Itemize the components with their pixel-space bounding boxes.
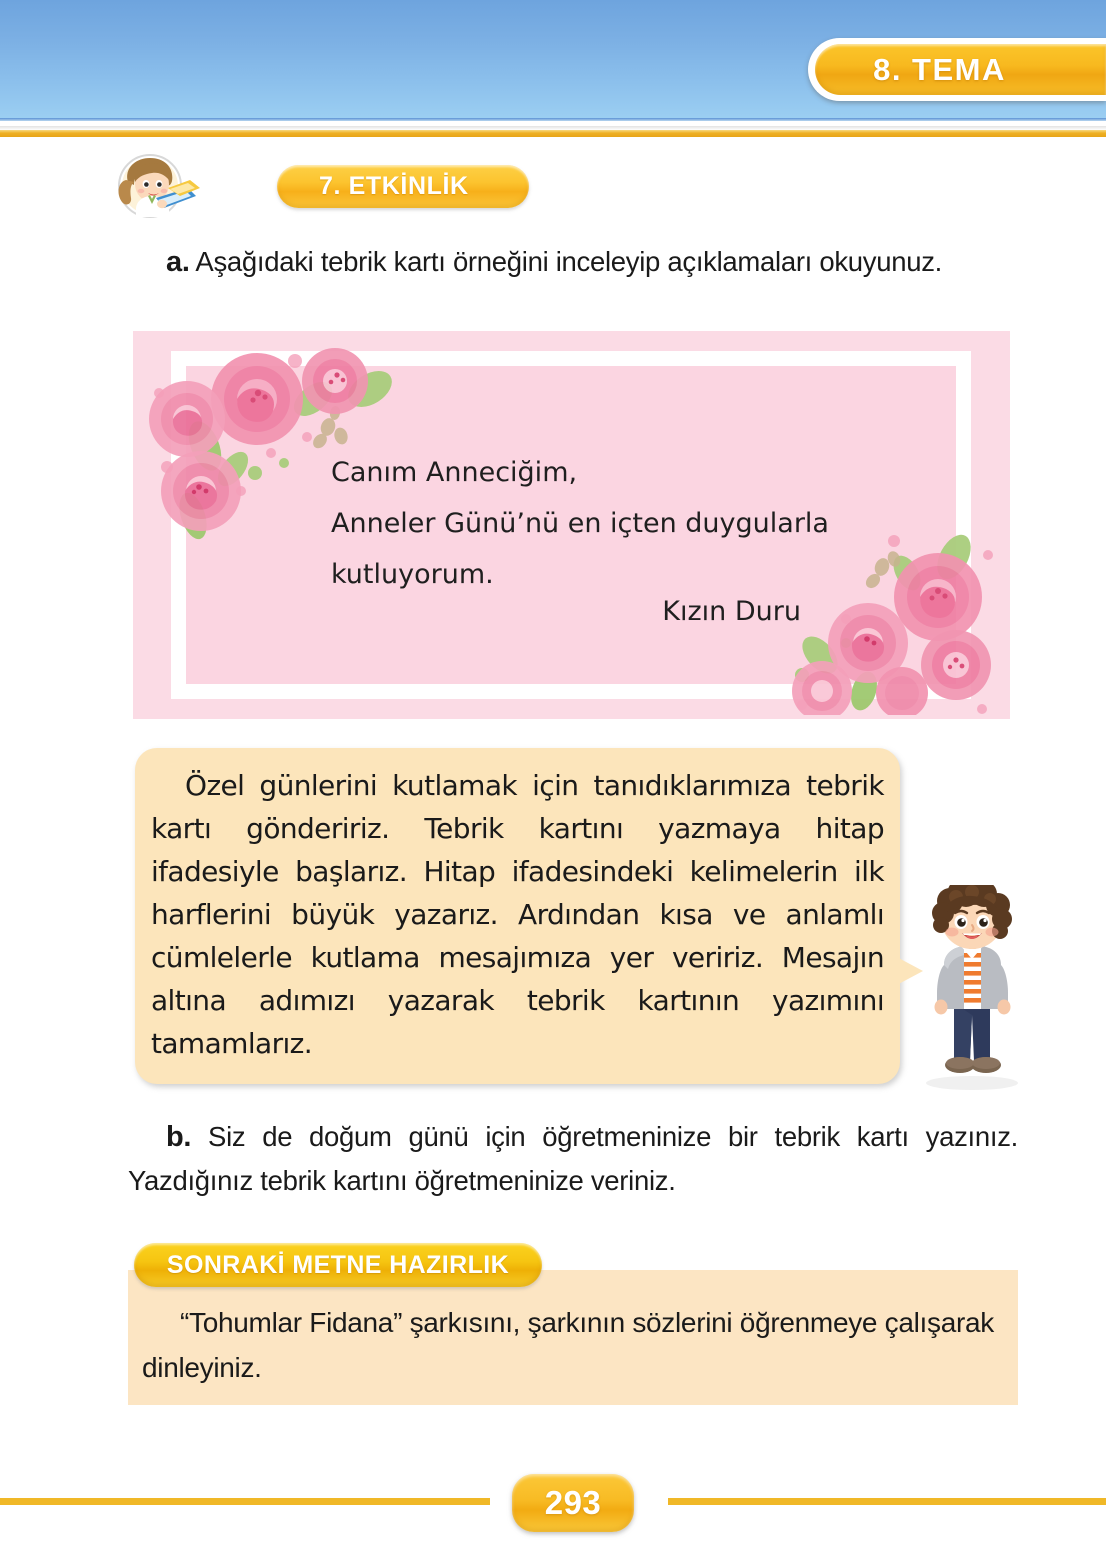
header-band-edge xyxy=(0,118,1106,121)
instruction-a-marker: a. xyxy=(166,246,190,278)
info-bubble-text-wrap xyxy=(151,764,884,1065)
prep-section-text: “Tohumlar Fidana” şarkısını, şarkının sözlerini öğrenmeye çalışarak dinleyiniz. xyxy=(142,1307,995,1383)
info-speech-bubble xyxy=(135,748,900,1084)
activity-badge-pill xyxy=(277,165,529,208)
header-divider-rule xyxy=(0,130,1106,137)
girl-reading-book-icon xyxy=(110,152,222,220)
greeting-card-message: Anneler Günü’nü en içten duygularla kutluyorum. xyxy=(331,508,829,590)
instruction-a xyxy=(128,240,1018,284)
page-number: 293 xyxy=(544,1484,602,1521)
greeting-card-salutation: Canım Anneciğim, xyxy=(331,457,578,488)
instruction-b-text: Siz de doğum günü için öğretmeninize bir tebrik kartı yazınız. Yazdığınız tebrik kartını öğretmeninize veriniz. xyxy=(128,1121,1019,1196)
instruction-b xyxy=(128,1115,1018,1203)
boy-character-icon xyxy=(910,885,1035,1090)
activity-badge-label: 7. ETKİNLİK xyxy=(319,172,469,200)
prep-section-badge xyxy=(134,1243,542,1287)
prep-section-badge-label: SONRAKİ METNE HAZIRLIK xyxy=(166,1250,510,1279)
info-bubble-text: Özel günlerini kutlamak için tanıdıklarımıza tebrik kartı göndeririz. Tebrik kartını yazmaya hitap ifadesiyle başlarız. Hitap ifadesindeki kelimelerin ilk harflerini büyük yazarız. Ardından kısa ve anlamlı cümlelerle kutlama mesajımıza yer veririz. Mesajın altına adımızı yazarak tebrik kartının yazımını tamamlarız. xyxy=(151,769,884,1060)
prep-section-text-wrap xyxy=(128,1300,1008,1390)
theme-badge-label: 8. TEMA xyxy=(873,51,1006,87)
page-number-badge xyxy=(512,1474,634,1532)
theme-badge xyxy=(808,38,1106,101)
theme-badge-inner xyxy=(815,44,1106,95)
instruction-a-text: Aşağıdaki tebrik kartı örneğini inceleyip açıklamaları okuyunuz. xyxy=(195,246,943,277)
footer-rule-right xyxy=(668,1498,1106,1505)
activity-header xyxy=(110,152,469,220)
instruction-b-marker: b. xyxy=(166,1121,192,1153)
greeting-card-signature: Kızın Duru xyxy=(662,596,801,627)
greeting-card-body xyxy=(331,447,951,600)
footer-rule-left xyxy=(0,1498,490,1505)
greeting-card xyxy=(133,331,1010,719)
